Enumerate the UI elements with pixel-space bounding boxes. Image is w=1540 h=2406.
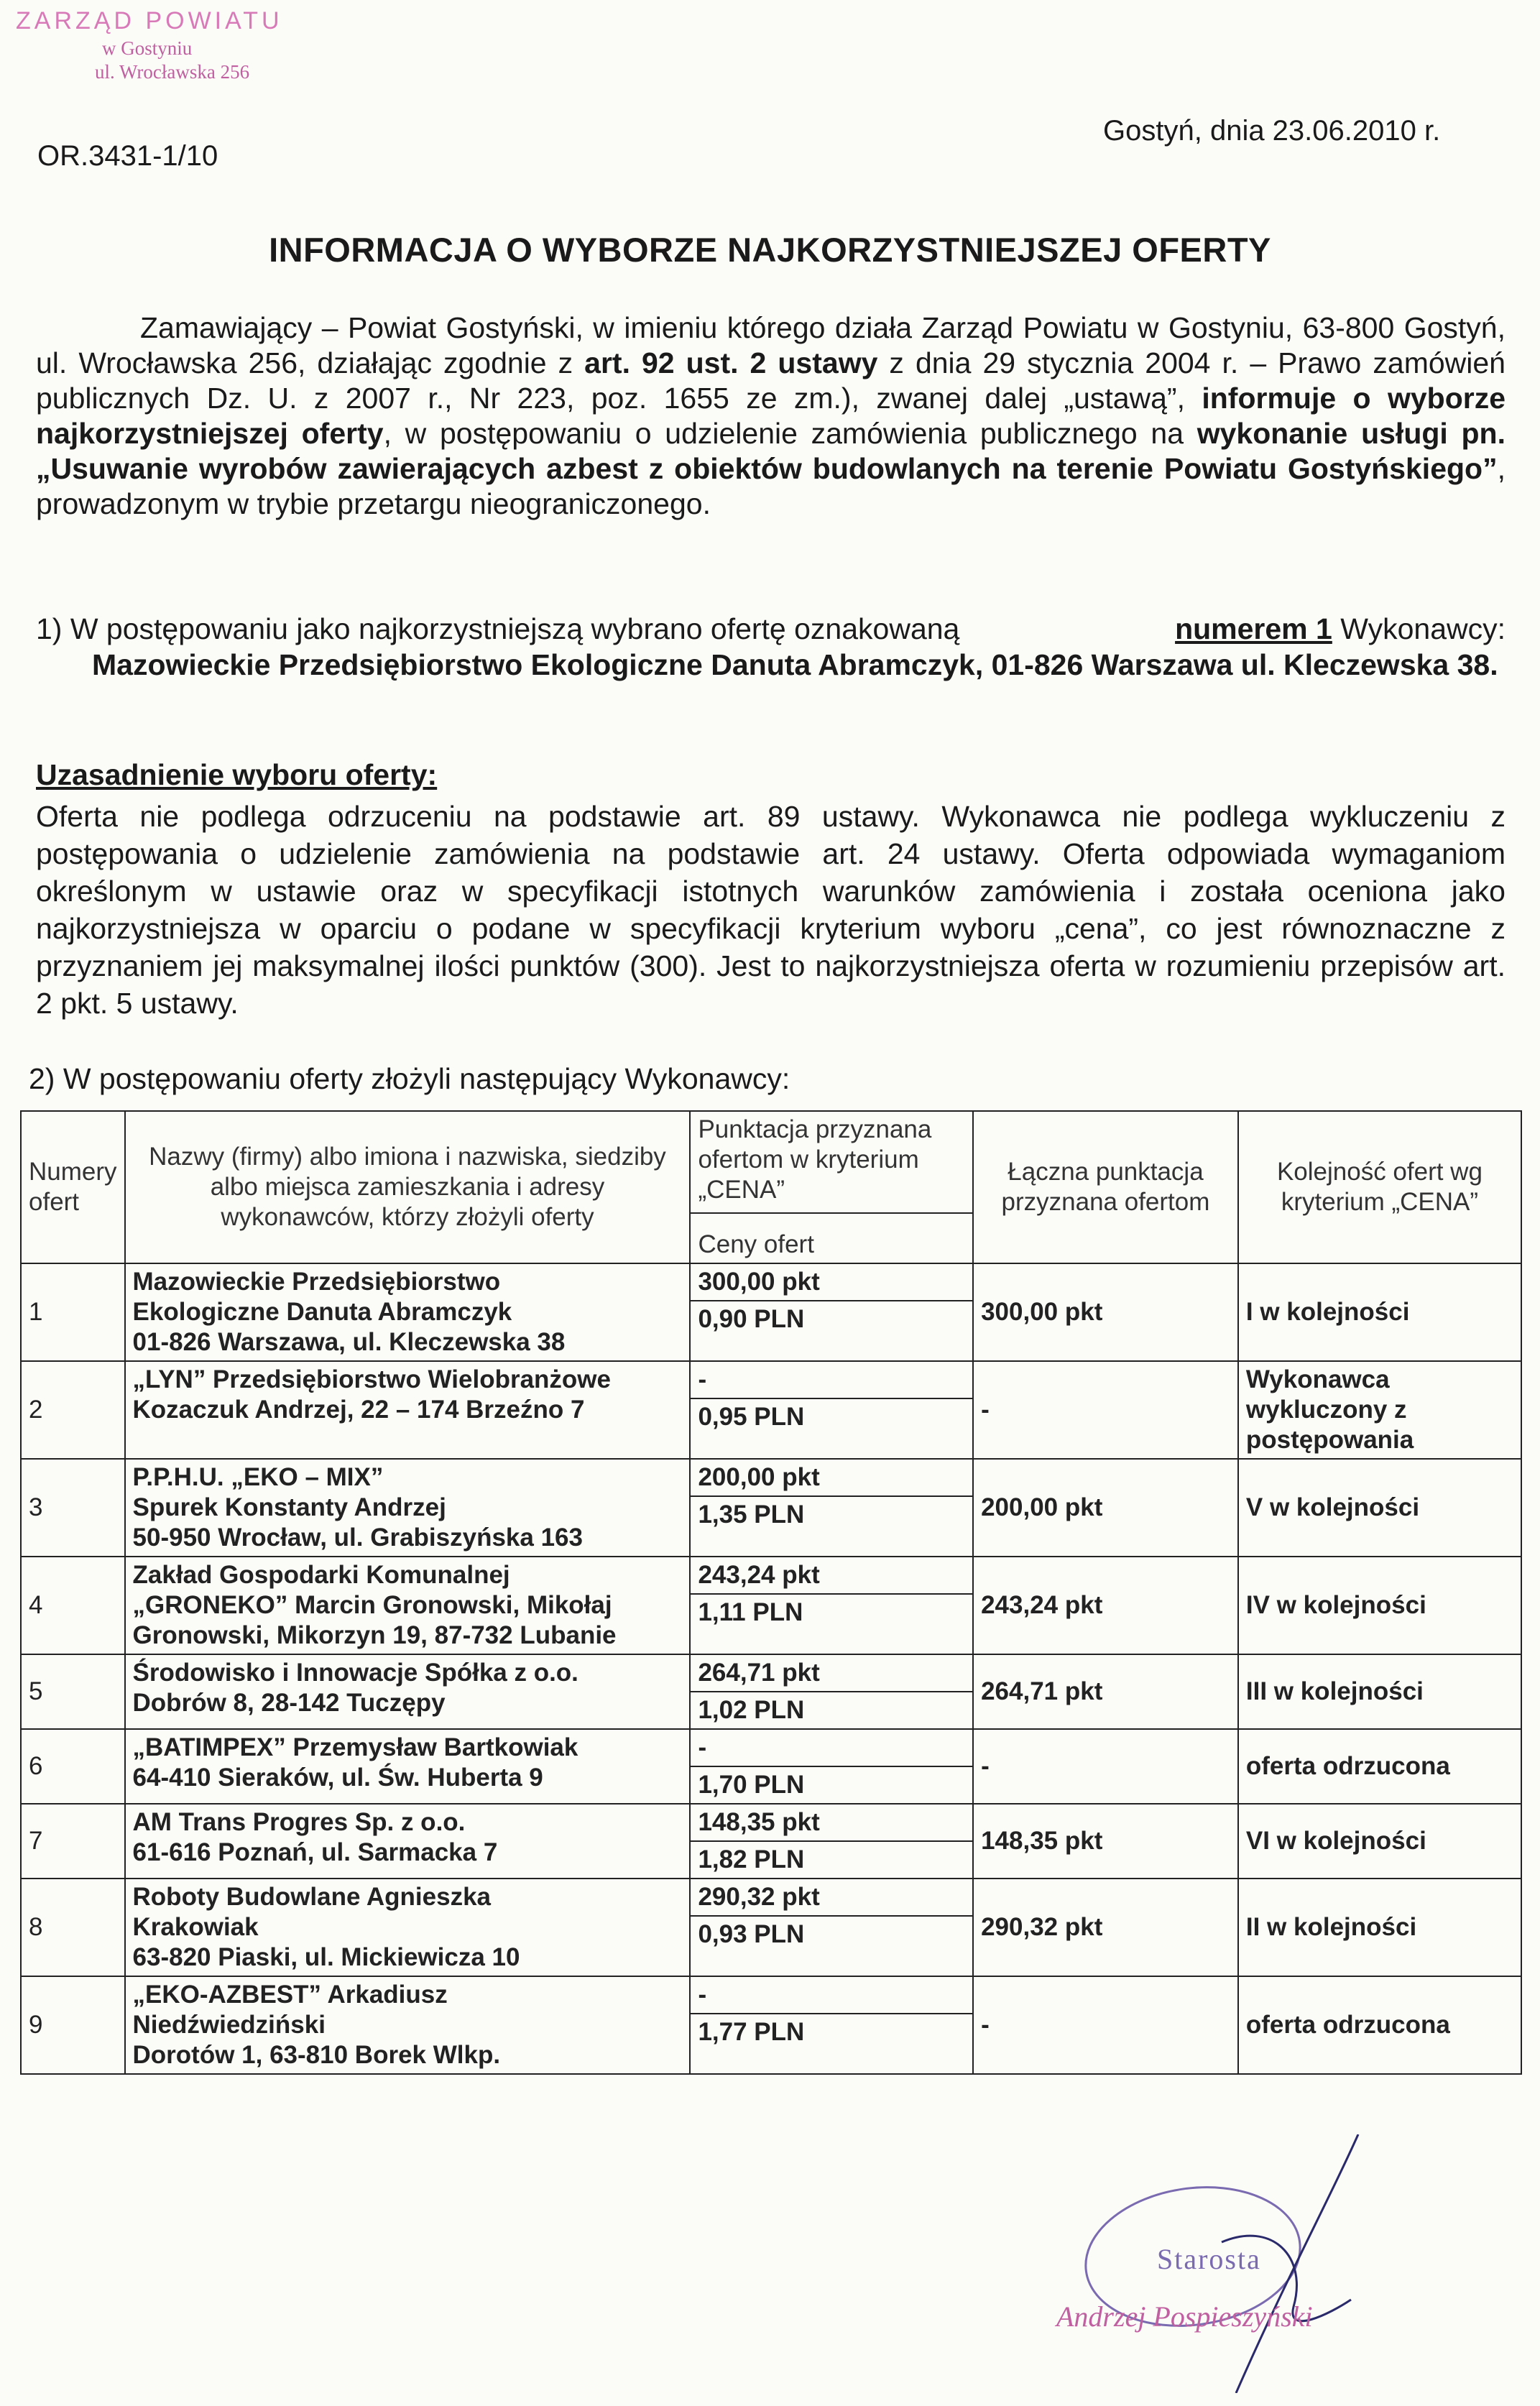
contractor-line: P.P.H.U. „EKO – MIX” bbox=[132, 1463, 384, 1491]
contractor-line: AM Trans Progres Sp. z o.o. bbox=[132, 1808, 466, 1836]
offer-number: 1 bbox=[21, 1263, 125, 1361]
table-row bbox=[21, 1976, 1521, 2074]
offer-points: 300,00 pkt bbox=[691, 1264, 972, 1301]
header-offer-number: Numery ofert bbox=[21, 1111, 125, 1263]
header-contractor: Nazwy (firmy) albo imiona i nazwiska, siedziby albo miejsca zamieszkania i adresy wykonawców, którzy złożyli oferty bbox=[125, 1111, 691, 1263]
offer-rank: III w kolejności bbox=[1238, 1654, 1521, 1729]
offer-points: 243,24 pkt bbox=[691, 1557, 972, 1595]
stamp-line-1: ZARZĄD POWIATU bbox=[16, 7, 283, 34]
offer-number: 2 bbox=[21, 1361, 125, 1459]
contractor-name bbox=[125, 1361, 691, 1459]
offer-rank: I w kolejności bbox=[1238, 1263, 1521, 1361]
section-2-heading: 2) W postępowaniu oferty złożyli następujący Wykonawcy: bbox=[29, 1062, 790, 1095]
intro-paragraph bbox=[36, 310, 1506, 522]
points-price-cell bbox=[690, 1459, 973, 1557]
offer-price: 1,70 PLN bbox=[698, 1771, 805, 1799]
contractor-name bbox=[125, 1459, 691, 1557]
table-row bbox=[21, 1654, 1521, 1729]
offer-number: 5 bbox=[21, 1654, 125, 1729]
section-1-text-b: Wykonawcy: bbox=[1340, 612, 1506, 645]
contractor-line: Spurek Konstanty Andrzej bbox=[132, 1493, 446, 1521]
contractor-name bbox=[125, 1263, 691, 1361]
offer-price: 1,82 PLN bbox=[698, 1845, 805, 1873]
offer-total: - bbox=[973, 1361, 1238, 1459]
table-row bbox=[21, 1361, 1521, 1459]
offer-total: 200,00 pkt bbox=[973, 1459, 1238, 1557]
offer-points: 290,32 pkt bbox=[691, 1879, 972, 1917]
reference-number: OR.3431-1/10 bbox=[37, 140, 218, 172]
contractor-line: 61-616 Poznań, ul. Sarmacka 7 bbox=[132, 1838, 498, 1866]
contractor-name bbox=[125, 1804, 691, 1879]
points-price-cell bbox=[690, 1729, 973, 1804]
document-date: Gostyń, dnia 23.06.2010 r. bbox=[1103, 115, 1441, 147]
offer-total: - bbox=[973, 1976, 1238, 2074]
contractor-line: Dorotów 1, 63-810 Borek Wlkp. bbox=[132, 2041, 501, 2069]
stamp-line-2: w Gostyniu bbox=[102, 37, 193, 59]
contractor-line: „LYN” Przedsiębiorstwo Wielobranżowe bbox=[132, 1365, 611, 1393]
offer-price: 1,11 PLN bbox=[698, 1598, 803, 1626]
section-1 bbox=[36, 611, 1506, 683]
offer-rank: VI w kolejności bbox=[1238, 1804, 1521, 1879]
header-prices: Ceny ofert bbox=[698, 1230, 814, 1258]
table-row bbox=[21, 1459, 1521, 1557]
intro-text-3: , w postępowaniu o udzielenie zamówienia publicznego na bbox=[383, 417, 1197, 450]
offer-points: - bbox=[691, 1977, 972, 2014]
offer-number: 4 bbox=[21, 1557, 125, 1654]
offer-number: 7 bbox=[21, 1804, 125, 1879]
points-price-cell bbox=[690, 1263, 973, 1361]
table-row bbox=[21, 1557, 1521, 1654]
header-points-cell bbox=[690, 1111, 973, 1263]
signature-name: Andrzej Pospieszyński bbox=[1056, 2300, 1313, 2333]
offer-number: 3 bbox=[21, 1459, 125, 1557]
offer-total: - bbox=[973, 1729, 1238, 1804]
offer-total: 148,35 pkt bbox=[973, 1804, 1238, 1879]
offer-points: 148,35 pkt bbox=[691, 1804, 972, 1842]
contractor-name bbox=[125, 1557, 691, 1654]
contractor-name bbox=[125, 1729, 691, 1804]
offer-number-label: numerem 1 bbox=[1175, 612, 1332, 645]
intro-text-4: , prowadzonym w trybie przetargu nieograniczonego. bbox=[36, 452, 1506, 520]
offer-total: 300,00 pkt bbox=[973, 1263, 1238, 1361]
section-1-line bbox=[36, 611, 1506, 647]
selected-contractor: Mazowieckie Przedsiębiorstwo Ekologiczne Danuta Abramczyk, 01-826 Warszawa ul. Kleczewska 38. bbox=[92, 648, 1498, 681]
intro-text-2: z dnia 29 stycznia 2004 r. – Prawo zamówień publicznych Dz. U. z 2007 r., Nr 223, poz. 1655 ze zm.), zwanej dalej „ustawą”, bbox=[36, 346, 1506, 415]
contractor-line: Środowisko i Innowacje Spółka z o.o. bbox=[132, 1659, 578, 1687]
offer-price: 1,02 PLN bbox=[698, 1696, 805, 1724]
intro-bold-2: informuje o wyborze najkorzystniejszej oferty bbox=[36, 382, 1506, 450]
offer-points: - bbox=[691, 1730, 972, 1767]
contractor-name bbox=[125, 1654, 691, 1729]
section-1-text-a: 1) W postępowaniu jako najkorzystniejszą wybrano ofertę oznakowaną bbox=[36, 612, 960, 645]
offer-price: 1,35 PLN bbox=[698, 1501, 805, 1529]
points-price-cell bbox=[690, 1557, 973, 1654]
table-row bbox=[21, 1263, 1521, 1361]
offer-number: 9 bbox=[21, 1976, 125, 2074]
contractor-line: „EKO-AZBEST” Arkadiusz bbox=[132, 1981, 448, 2009]
points-price-cell bbox=[690, 1654, 973, 1729]
contractor-line: Zakład Gospodarki Komunalnej bbox=[132, 1561, 510, 1589]
contractor-line: Roboty Budowlane Agnieszka bbox=[132, 1883, 492, 1911]
table-row bbox=[21, 1729, 1521, 1804]
signature-title: Starosta bbox=[1157, 2243, 1261, 2275]
points-price-cell bbox=[690, 1879, 973, 1976]
offer-rank: V w kolejności bbox=[1238, 1459, 1521, 1557]
intro-bold-3: wykonanie usługi pn. „Usuwanie wyrobów zawierających azbest z obiektów budowlanych na terenie Powiatu Gostyńskiego” bbox=[36, 417, 1506, 485]
offer-price: 0,90 PLN bbox=[698, 1305, 805, 1333]
office-stamp bbox=[16, 6, 283, 85]
contractor-line: 64-410 Sieraków, ul. Św. Huberta 9 bbox=[132, 1764, 543, 1792]
offer-price: 1,77 PLN bbox=[698, 2018, 805, 2046]
table-row bbox=[21, 1879, 1521, 1976]
offers-table-body bbox=[21, 1263, 1521, 2074]
contractor-line: 50-950 Wrocław, ul. Grabiszyńska 163 bbox=[132, 1524, 583, 1552]
table-header-row bbox=[21, 1111, 1521, 1263]
offers-table bbox=[20, 1110, 1522, 2075]
document-title: INFORMACJA O WYBORZE NAJKORZYSTNIEJSZEJ OFERTY bbox=[269, 231, 1271, 269]
offer-number: 6 bbox=[21, 1729, 125, 1804]
contractor-line: 01-826 Warszawa, ul. Kleczewska 38 bbox=[132, 1328, 566, 1356]
contractor-line: Krakowiak bbox=[132, 1913, 259, 1941]
offer-rank: oferta odrzucona bbox=[1238, 1729, 1521, 1804]
header-points: Punktacja przyznana ofertom w kryterium „CENA” bbox=[691, 1112, 972, 1214]
justification-heading: Uzasadnienie wyboru oferty: bbox=[36, 758, 438, 791]
offer-price: 0,95 PLN bbox=[698, 1403, 805, 1431]
justification-text: Oferta nie podlega odrzuceniu na podstawie art. 89 ustawy. Wykonawca nie podlega wykluczeniu z postępowania o udzielenie zamówienia na podstawie art. 24 ustawy. Oferta odpowiada wymaganiom określonym w ustawie oraz w specyfikacji istotnych warunków zamówienia i została oceniona jako najkorzystniejsza w oparciu o podane w specyfikacji kryterium wyboru „cena”, co jest równoznaczne z przyznaniem jej maksymalnej ilości punktów (300). Jest to najkorzystniejsza oferta w rozumieniu przepisów art. 2 pkt. 5 ustawy. bbox=[36, 800, 1506, 1020]
contractor-line: Mazowieckie Przedsiębiorstwo bbox=[132, 1268, 501, 1296]
contractor-name bbox=[125, 1879, 691, 1976]
contractor-name bbox=[125, 1976, 691, 2074]
offer-rank: Wykonawca wykluczony z postępowania bbox=[1238, 1361, 1521, 1459]
offer-points: 264,71 pkt bbox=[691, 1655, 972, 1692]
offer-number: 8 bbox=[21, 1879, 125, 1976]
contractor-line: Gronowski, Mikorzyn 19, 87-732 Lubanie bbox=[132, 1621, 617, 1649]
offer-total: 243,24 pkt bbox=[973, 1557, 1238, 1654]
intro-bold-1: art. 92 ust. 2 ustawy bbox=[584, 346, 878, 379]
table-row bbox=[21, 1804, 1521, 1879]
contractor-line: Kozaczuk Andrzej, 22 – 174 Brzeźno 7 bbox=[132, 1396, 585, 1424]
points-price-cell bbox=[690, 1804, 973, 1879]
contractor-line: Ekologiczne Danuta Abramczyk bbox=[132, 1298, 512, 1326]
contractor-line: „GRONEKO” Marcin Gronowski, Mikołaj bbox=[132, 1591, 612, 1619]
header-total: Łączna punktacja przyznana ofertom bbox=[973, 1111, 1238, 1263]
offer-points: - bbox=[691, 1362, 972, 1399]
header-rank: Kolejność ofert wg kryterium „CENA” bbox=[1238, 1111, 1521, 1263]
offer-rank: IV w kolejności bbox=[1238, 1557, 1521, 1654]
offer-price: 0,93 PLN bbox=[698, 1920, 805, 1948]
offer-rank: II w kolejności bbox=[1238, 1879, 1521, 1976]
contractor-line: 63-820 Piaski, ul. Mickiewicza 10 bbox=[132, 1943, 520, 1971]
points-price-cell bbox=[690, 1976, 973, 2074]
contractor-line: Niedźwiedziński bbox=[132, 2011, 326, 2039]
offer-total: 264,71 pkt bbox=[973, 1654, 1238, 1729]
points-price-cell bbox=[690, 1361, 973, 1459]
stamp-line-3: ul. Wrocławska 256 bbox=[95, 61, 250, 83]
offer-rank: oferta odrzucona bbox=[1238, 1976, 1521, 2074]
offer-total: 290,32 pkt bbox=[973, 1879, 1238, 1976]
contractor-line: „BATIMPEX” Przemysław Bartkowiak bbox=[132, 1733, 578, 1761]
contractor-line: Dobrów 8, 28-142 Tuczępy bbox=[132, 1689, 446, 1717]
intro-text-1: Zamawiający – Powiat Gostyński, w imieniu którego działa Zarząd Powiatu w Gostyniu, 63-800 Gostyń, ul. Wrocławska 256, działając zgodnie z bbox=[36, 311, 1506, 379]
offer-points: 200,00 pkt bbox=[691, 1460, 972, 1497]
